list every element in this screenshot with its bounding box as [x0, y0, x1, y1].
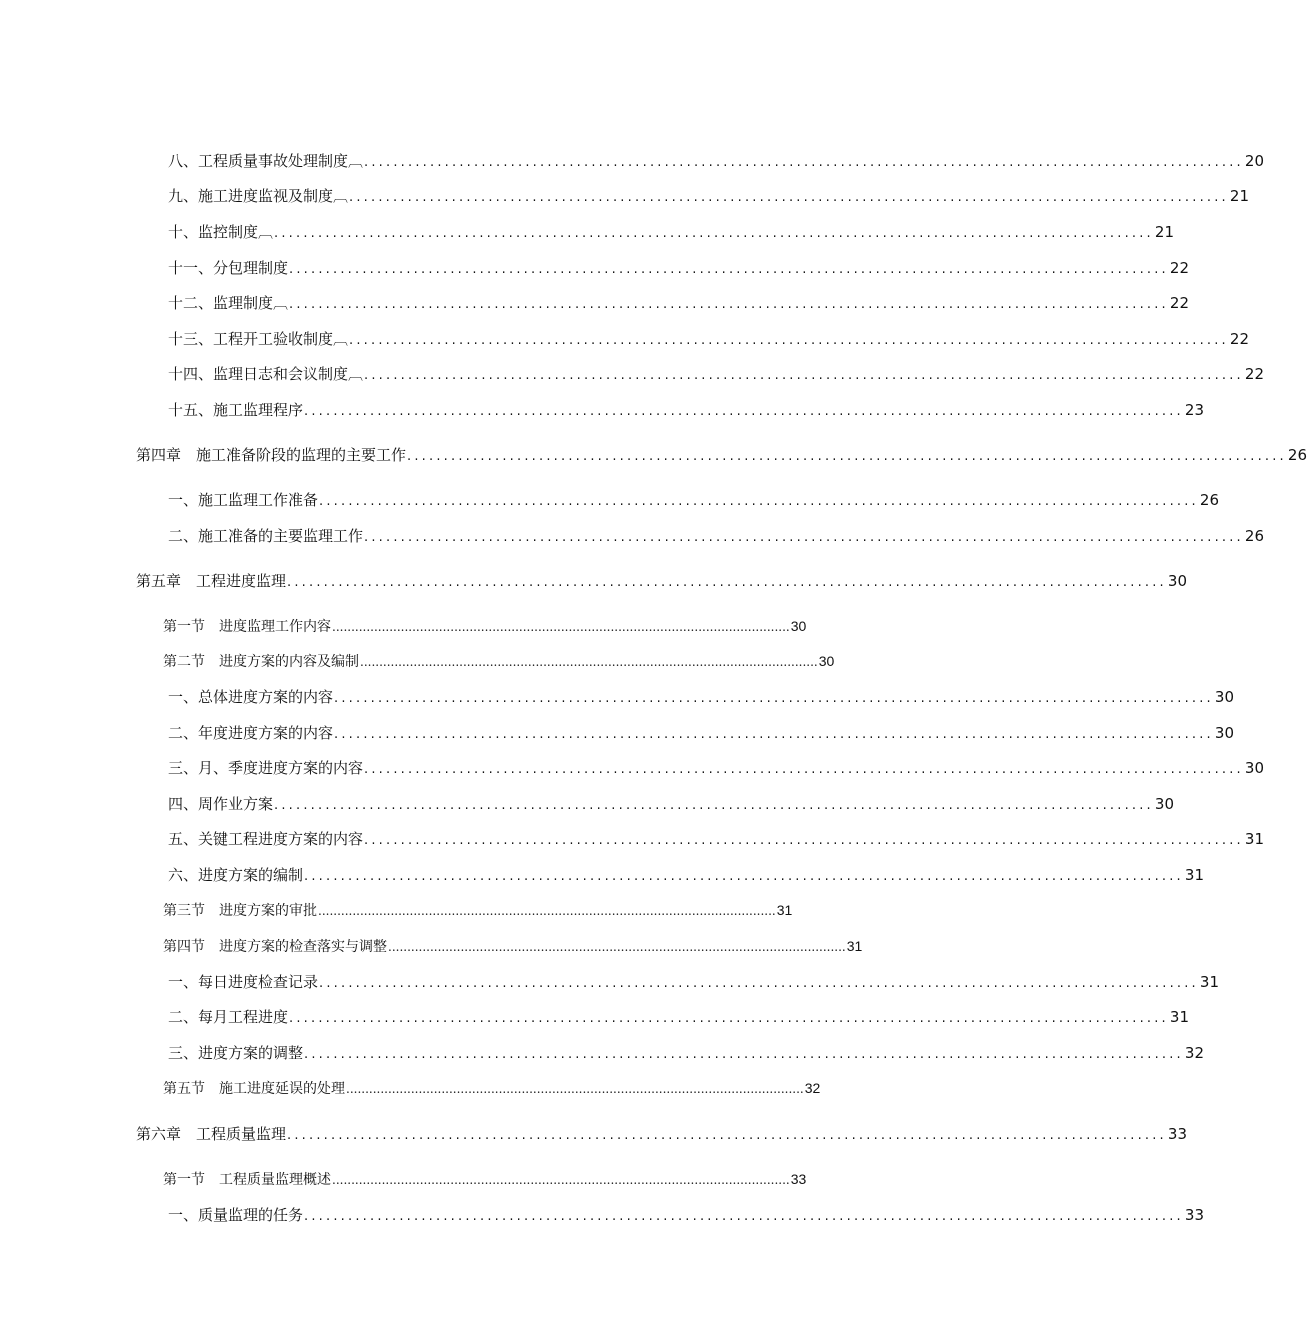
toc-page-number: 32: [1184, 1044, 1204, 1062]
toc-entry-title: 十五、施工监理程序: [168, 401, 304, 419]
dot-leader: ........................................................................................................................: [318, 904, 776, 918]
toc-entry-title: 十一、分包理制度: [168, 259, 289, 277]
toc-entry-title: 三、月、季度进度方案的内容: [168, 759, 364, 777]
dot-leader: ........................................................................................................................: [332, 620, 790, 634]
toc-item-row[interactable]: [168, 792, 1174, 816]
dot-leader: ........................................................................................................................: [334, 727, 1214, 742]
toc-entry-title: 第四节 进度方案的检查落实与调整: [163, 939, 387, 955]
toc-entry-title: 三、进度方案的调整: [168, 1044, 304, 1062]
dot-leader: ........................................................................................................................: [287, 575, 1167, 590]
toc-item-row[interactable]: [168, 362, 1264, 386]
dot-leader: ........................................................................................................................: [304, 1047, 1184, 1062]
dot-leader: ........................................................................................................................: [274, 798, 1154, 813]
toc-entry-title: 二、每月工程进度: [168, 1008, 289, 1026]
dot-leader: ........................................................................................................................: [274, 226, 1154, 241]
dot-leader: ........................................................................................................................: [364, 368, 1244, 383]
toc-section-row[interactable]: [163, 614, 807, 638]
toc-chapter-row[interactable]: [136, 1122, 1187, 1146]
toc-item-row[interactable]: [168, 149, 1264, 173]
toc-page-number: 21: [1229, 187, 1249, 205]
toc-entry-title: 第一节 工程质量监理概述: [163, 1172, 331, 1188]
toc-entry-title: 第六章 工程质量监理: [136, 1125, 287, 1143]
dot-leader: ........................................................................................................................: [304, 869, 1184, 884]
dot-leader: ........................................................................................................................: [289, 297, 1169, 312]
dot-leader: ........................................................................................................................: [360, 655, 818, 669]
toc-section-row[interactable]: [163, 649, 835, 673]
toc-item-row[interactable]: [168, 524, 1264, 548]
toc-entry-title: 二、年度进度方案的内容: [168, 724, 334, 742]
toc-page-number: 30: [1214, 688, 1234, 706]
dot-leader: ........................................................................................................................: [304, 1209, 1184, 1224]
toc-entry-title: 一、每日进度检查记录: [168, 973, 319, 991]
dot-leader: ........................................................................................................................: [349, 333, 1229, 348]
toc-entry-title: 四、周作业方案: [168, 795, 274, 813]
toc-chapter-row[interactable]: [136, 443, 1307, 467]
dot-leader: ........................................................................................................................: [319, 976, 1199, 991]
toc-item-row[interactable]: [168, 184, 1249, 208]
toc-entry-title: 第一节 进度监理工作内容: [163, 619, 331, 635]
dot-leader: ........................................................................................................................: [334, 691, 1214, 706]
toc-page-number: 30: [818, 653, 835, 669]
dot-leader: ........................................................................................................................: [364, 833, 1244, 848]
toc-entry-title: 第三节 进度方案的审批: [163, 903, 317, 919]
toc-page-number: 30: [1214, 724, 1234, 742]
toc-entry-title: 十四、监理日志和会议制度︹: [168, 365, 364, 383]
dot-leader: ........................................................................................................................: [289, 1011, 1169, 1026]
dot-leader: ........................................................................................................................: [289, 262, 1169, 277]
toc-entry-title: 一、总体进度方案的内容: [168, 688, 334, 706]
toc-page-number: 21: [1154, 223, 1174, 241]
dot-leader: ........................................................................................................................: [407, 449, 1287, 464]
dot-leader: ........................................................................................................................: [364, 155, 1244, 170]
toc-item-row[interactable]: [168, 827, 1264, 851]
toc-page-number: 31: [1244, 830, 1264, 848]
dot-leader: ........................................................................................................................: [304, 404, 1184, 419]
toc-item-row[interactable]: [168, 1005, 1189, 1029]
toc-page-number: 20: [1244, 152, 1264, 170]
toc-item-row[interactable]: [168, 220, 1174, 244]
toc-entry-title: 六、进度方案的编制: [168, 866, 304, 884]
toc-page-number: 31: [1199, 973, 1219, 991]
toc-page-number: 30: [1167, 572, 1187, 590]
toc-entry-title: 八、工程质量事故处理制度︹: [168, 152, 364, 170]
toc-entry-title: 一、质量监理的任务: [168, 1206, 304, 1224]
toc-page-number: 33: [1184, 1206, 1204, 1224]
toc-entry-title: 第二节 进度方案的内容及编制: [163, 654, 359, 670]
toc-item-row[interactable]: [168, 291, 1189, 315]
toc-page-number: 26: [1287, 446, 1307, 464]
toc-item-row[interactable]: [168, 721, 1234, 745]
toc-item-row[interactable]: [168, 863, 1204, 887]
dot-leader: ........................................................................................................................: [364, 530, 1244, 545]
toc-section-row[interactable]: [163, 934, 863, 958]
toc-page-number: 32: [804, 1080, 821, 1096]
toc-item-row[interactable]: [168, 1203, 1204, 1227]
toc-section-row[interactable]: [163, 1167, 807, 1191]
toc-entry-title: 十、监控制度︹: [168, 223, 274, 241]
dot-leader: ........................................................................................................................: [287, 1128, 1167, 1143]
toc-page-number: 33: [1167, 1125, 1187, 1143]
toc-page-number: 22: [1244, 365, 1264, 383]
toc-page-number: 30: [1154, 795, 1174, 813]
toc-page-number: 31: [846, 938, 863, 954]
toc-entry-title: 九、施工进度监视及制度︹: [168, 187, 349, 205]
dot-leader: ........................................................................................................................: [349, 190, 1229, 205]
toc-entry-title: 十二、监理制度︹: [168, 294, 289, 312]
toc-item-row[interactable]: [168, 398, 1204, 422]
toc-entry-title: 第五章 工程进度监理: [136, 572, 287, 590]
toc-page-number: 30: [1244, 759, 1264, 777]
toc-entry-title: 第五节 施工进度延误的处理: [163, 1081, 345, 1097]
toc-item-row[interactable]: [168, 327, 1249, 351]
dot-leader: ........................................................................................................................: [388, 940, 846, 954]
toc-page-number: 26: [1244, 527, 1264, 545]
toc-page-number: 22: [1169, 259, 1189, 277]
dot-leader: ........................................................................................................................: [332, 1173, 790, 1187]
toc-entry-title: 十三、工程开工验收制度︹: [168, 330, 349, 348]
toc-page-number: 26: [1199, 491, 1219, 509]
dot-leader: ........................................................................................................................: [364, 762, 1244, 777]
toc-page-number: 22: [1169, 294, 1189, 312]
toc-entry-title: 一、施工监理工作准备: [168, 491, 319, 509]
toc-section-row[interactable]: [163, 1076, 821, 1100]
toc-item-row[interactable]: [168, 685, 1234, 709]
toc-item-row[interactable]: [168, 756, 1264, 780]
toc-page-number: 30: [790, 618, 807, 634]
toc-item-row[interactable]: [168, 970, 1219, 994]
toc-item-row[interactable]: [168, 256, 1189, 280]
toc-entry-title: 第四章 施工准备阶段的监理的主要工作: [136, 446, 407, 464]
toc-page-number: 22: [1229, 330, 1249, 348]
toc-entry-title: 二、施工准备的主要监理工作: [168, 527, 364, 545]
toc-section-row[interactable]: [163, 898, 793, 922]
dot-leader: ........................................................................................................................: [319, 494, 1199, 509]
toc-page-number: 23: [1184, 401, 1204, 419]
toc-entry-title: 五、关键工程进度方案的内容: [168, 830, 364, 848]
toc-page-number: 33: [790, 1171, 807, 1187]
toc-page-number: 31: [1169, 1008, 1189, 1026]
toc-page-number: 31: [776, 902, 793, 918]
toc-chapter-row[interactable]: [136, 569, 1187, 593]
dot-leader: ........................................................................................................................: [346, 1082, 804, 1096]
toc-item-row[interactable]: [168, 1041, 1204, 1065]
toc-item-row[interactable]: [168, 488, 1219, 512]
toc-page-number: 31: [1184, 866, 1204, 884]
